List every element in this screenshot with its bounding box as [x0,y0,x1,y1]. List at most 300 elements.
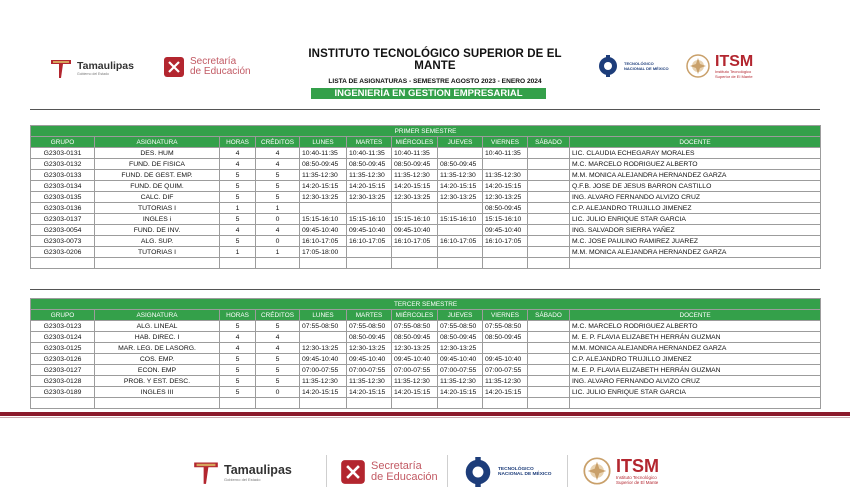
itsm-emblem-icon [583,456,611,486]
cell-group: G2303-0127 [31,365,95,376]
cell-monday: 10:40-11:35 [300,148,347,159]
cell-friday: 11:35-12:30 [483,170,528,181]
cell-hours: 5 [220,387,256,398]
cell-tuesday: 10:40-11:35 [347,148,392,159]
cell-teacher: M. E. P. FLAVIA ELIZABETH HERRÁN GUZMAN [570,365,821,376]
table-row [31,181,821,192]
cell-wednesday: 14:20-15:15 [392,387,438,398]
footer-separator [447,455,448,487]
cell-wednesday: 07:00-07:55 [392,365,438,376]
footer-separator [567,455,568,487]
cell-wednesday: 09:45-10:40 [392,225,438,236]
cell-teacher: ING. SALVADOR SIERRA YAÑEZ [570,225,821,236]
cell-monday [300,332,347,343]
footer-sep-line2: de Educación [371,471,438,483]
cell-wednesday: 08:50-09:45 [392,332,438,343]
table-row [31,236,821,247]
cell-saturday [528,192,570,203]
cell-friday: 14:20-15:15 [483,181,528,192]
cell-group [31,258,95,269]
cell-tuesday: 08:50-09:45 [347,332,392,343]
cell-saturday [528,181,570,192]
cell-thursday: 08:50-09:45 [438,332,483,343]
cell-group: G2303-0126 [31,354,95,365]
tamaulipas-sub: Gobierno del Estado [77,72,109,76]
cell-thursday [438,247,483,258]
schedule-table-third-semester [30,298,821,409]
cell-group: G2303-0073 [31,236,95,247]
table-row [31,192,821,203]
tecnm-line1: TECNOLÓGICO [624,61,654,66]
cell-teacher: M.M. MONICA ALEJANDRA HERNANDEZ GARZA [570,343,821,354]
cell-tuesday [347,247,392,258]
cell-wednesday: 15:15-16:10 [392,214,438,225]
table-row [31,148,821,159]
cell-credits: 4 [256,225,300,236]
cell-wednesday [392,203,438,214]
cell-monday: 14:20-15:15 [300,387,347,398]
cell-monday: 08:50-09:45 [300,159,347,170]
cell-subject: ALG. LINEAL [95,321,220,332]
cell-subject: TUTORIAS I [95,247,220,258]
cell-group: G2303-0124 [31,332,95,343]
cell-friday: 08:50-09:45 [483,203,528,214]
cell-monday [300,203,347,214]
sep-icon [340,459,366,485]
cell-credits: 1 [256,203,300,214]
cell-saturday [528,203,570,214]
column-header-tuesday: MARTES [347,310,392,321]
table-row [31,387,821,398]
cell-hours: 5 [220,321,256,332]
cell-friday: 08:50-09:45 [483,332,528,343]
column-header-wednesday: MIÉRCOLES [392,137,438,148]
cell-thursday: 11:35-12:30 [438,170,483,181]
tamaulipas-label: Tamaulipas [77,60,134,72]
column-header-row [31,310,821,321]
cell-hours: 5 [220,365,256,376]
cell-group: G2303-0133 [31,170,95,181]
cell-friday: 16:10-17:05 [483,236,528,247]
tecnm-logo [597,54,669,78]
footer-tecnm-logo [463,455,551,489]
column-header-hours: HORAS [220,310,256,321]
cell-teacher: M.M. MONICA ALEJANDRA HERNANDEZ GARZA [570,247,821,258]
cell-friday [483,343,528,354]
cell-teacher: M.C. MARCELO RODRIGUEZ ALBERTO [570,159,821,170]
cell-wednesday: 11:35-12:30 [392,376,438,387]
footer-itsm-logo [583,456,659,486]
cell-thursday: 07:00-07:55 [438,365,483,376]
cell-subject: INGLES i [95,214,220,225]
cell-friday [483,258,528,269]
cell-group: G2303-0128 [31,376,95,387]
cell-credits: 0 [256,387,300,398]
cell-saturday [528,225,570,236]
cell-wednesday: 08:50-09:45 [392,159,438,170]
table-row [31,170,821,181]
cell-monday: 09:45-10:40 [300,354,347,365]
cell-hours: 1 [220,247,256,258]
cell-monday: 07:00-07:55 [300,365,347,376]
cell-wednesday [392,247,438,258]
cell-friday [483,247,528,258]
cell-teacher: M. E. P. FLAVIA ELIZABETH HERRÁN GUZMAN [570,332,821,343]
cell-subject: DES. HUM [95,148,220,159]
cell-friday [483,159,528,170]
cell-credits: 5 [256,321,300,332]
cell-tuesday: 07:00-07:55 [347,365,392,376]
cell-tuesday: 08:50-09:45 [347,159,392,170]
semester-title: PRIMER SEMESTRE [31,126,821,137]
table-row [31,354,821,365]
cell-saturday [528,354,570,365]
column-header-saturday: SÁBADO [528,310,570,321]
cell-teacher: M.C. MARCELO RODRIGUEZ ALBERTO [570,321,821,332]
cell-tuesday: 07:55-08:50 [347,321,392,332]
table-row [31,321,821,332]
column-header-row [31,137,821,148]
cell-subject: CALC. DIF [95,192,220,203]
cell-hours: 5 [220,214,256,225]
cell-saturday [528,365,570,376]
cell-monday: 16:10-17:05 [300,236,347,247]
cell-thursday: 12:30-13:25 [438,343,483,354]
itsm-emblem-icon [686,53,710,79]
footer-tecnm-line1: TECNOLÓGICO [498,467,534,472]
cell-thursday [438,258,483,269]
column-header-group: GRUPO [31,310,95,321]
table-row [31,398,821,409]
cell-wednesday: 07:55-08:50 [392,321,438,332]
footer-bar-thin [0,417,850,418]
sep-logo [163,56,251,78]
table-row [31,247,821,258]
cell-wednesday: 10:40-11:35 [392,148,438,159]
cell-saturday [528,258,570,269]
cell-monday: 12:30-13:25 [300,192,347,203]
cell-credits: 5 [256,376,300,387]
semester-title: TERCER SEMESTRE [31,299,821,310]
footer-itsm-sub2: Superior de El Mante [616,479,659,485]
cell-hours: 4 [220,148,256,159]
tamaulipas-logo [50,57,134,79]
cell-hours: 5 [220,354,256,365]
cell-subject: HAB. DIREC. I [95,332,220,343]
cell-monday [300,398,347,409]
cell-saturday [528,343,570,354]
cell-hours: 4 [220,332,256,343]
cell-saturday [528,236,570,247]
cell-credits: 4 [256,159,300,170]
tecnm-line2: NACIONAL DE MÉXICO [624,66,669,71]
column-header-subject: ASIGNATURA [95,310,220,321]
cell-saturday [528,387,570,398]
table-row [31,225,821,236]
title-block [300,48,570,85]
cell-group: G2303-0137 [31,214,95,225]
cell-hours: 4 [220,343,256,354]
cell-tuesday: 12:30-13:25 [347,343,392,354]
column-header-subject: ASIGNATURA [95,137,220,148]
cell-group: G2303-0135 [31,192,95,203]
cell-monday: 07:55-08:50 [300,321,347,332]
column-header-group: GRUPO [31,137,95,148]
cell-subject: FUND. DE QUIM. [95,181,220,192]
footer-sep-line1: Secretaría [371,460,422,472]
column-header-credits: CRÉDITOS [256,137,300,148]
footer-sep-logo [340,459,438,485]
cell-tuesday: 09:45-10:40 [347,225,392,236]
sep-line1: Secretaría [190,56,237,67]
footer-separator [326,455,327,487]
page-title: INSTITUTO TECNOLÓGICO SUPERIOR DE EL MANTE [308,48,562,72]
cell-subject: TUTORIAS I [95,203,220,214]
cell-monday: 09:45-10:40 [300,225,347,236]
cell-tuesday [347,258,392,269]
cell-saturday [528,170,570,181]
cell-subject: INGLES III [95,387,220,398]
footer-tamaulipas-logo [193,459,292,485]
column-header-credits: CRÉDITOS [256,310,300,321]
cell-credits: 4 [256,343,300,354]
cell-subject: FUND. DE FISICA [95,159,220,170]
cell-tuesday: 11:35-12:30 [347,170,392,181]
cell-credits: 5 [256,170,300,181]
cell-wednesday: 09:45-10:40 [392,354,438,365]
cell-group: G2303-0131 [31,148,95,159]
cell-teacher [570,398,821,409]
cell-subject: MAR. LEG. DE LASORG. [95,343,220,354]
table-row [31,376,821,387]
cell-group [31,398,95,409]
cell-teacher: LIC. CLAUDIA ECHEGARAY MORALES [570,148,821,159]
column-header-monday: LUNES [300,310,347,321]
divider-top [30,109,820,110]
cell-tuesday: 16:10-17:05 [347,236,392,247]
cell-monday [300,258,347,269]
cell-credits: 5 [256,181,300,192]
tecnm-gear-icon [597,54,619,78]
cell-tuesday: 15:15-16:10 [347,214,392,225]
cell-wednesday: 12:30-13:25 [392,343,438,354]
column-header-monday: LUNES [300,137,347,148]
cell-hours: 4 [220,159,256,170]
cell-teacher [570,258,821,269]
cell-monday: 12:30-13:25 [300,343,347,354]
itsm-logo [686,53,753,79]
cell-friday: 07:55-08:50 [483,321,528,332]
cell-credits: 4 [256,148,300,159]
cell-thursday: 12:30-13:25 [438,192,483,203]
table-row [31,343,821,354]
cell-saturday [528,376,570,387]
cell-credits: 5 [256,192,300,203]
cell-subject [95,398,220,409]
cell-teacher: ING. ALVARO FERNANDO ALVIZO CRUZ [570,192,821,203]
cell-subject: ECON. EMP [95,365,220,376]
cell-teacher: C.P. ALEJANDRO TRUJILLO JIMENEZ [570,354,821,365]
cell-subject: FUND. DE GEST. EMP. [95,170,220,181]
footer-tamaulipas-label: Tamaulipas [224,462,292,477]
footer-bar [0,412,850,416]
cell-credits: 0 [256,214,300,225]
cell-saturday [528,247,570,258]
cell-monday: 11:35-12:30 [300,170,347,181]
cell-thursday: 15:15-16:10 [438,214,483,225]
column-header-thursday: JUEVES [438,137,483,148]
cell-thursday [438,225,483,236]
cell-teacher: ING. ALVARO FERNANDO ALVIZO CRUZ [570,376,821,387]
cell-friday: 15:15-16:10 [483,214,528,225]
cell-tuesday: 14:20-15:15 [347,387,392,398]
schedule-table-first-semester [30,125,821,269]
cell-tuesday: 09:45-10:40 [347,354,392,365]
cell-friday: 09:45-10:40 [483,354,528,365]
cell-monday: 17:05-18:00 [300,247,347,258]
sep-icon [163,56,185,78]
cell-saturday [528,332,570,343]
cell-hours: 5 [220,236,256,247]
cell-thursday: 14:20-15:15 [438,181,483,192]
cell-tuesday: 14:20-15:15 [347,181,392,192]
cell-teacher: M.M. MONICA ALEJANDRA HERNANDEZ GARZA [570,170,821,181]
program-banner: INGENIERÍA EN GESTION EMPRESARIAL [311,88,546,99]
itsm-label: ITSM [715,52,754,70]
cell-wednesday: 16:10-17:05 [392,236,438,247]
cell-monday: 14:20-15:15 [300,181,347,192]
cell-group: G2303-0123 [31,321,95,332]
cell-tuesday: 11:35-12:30 [347,376,392,387]
column-header-friday: VIERNES [483,137,528,148]
cell-hours [220,258,256,269]
cell-friday: 07:00-07:55 [483,365,528,376]
cell-thursday [438,398,483,409]
cell-credits: 5 [256,365,300,376]
cell-wednesday [392,398,438,409]
cell-group: G2303-0134 [31,181,95,192]
cell-thursday: 08:50-09:45 [438,159,483,170]
cell-hours: 5 [220,376,256,387]
cell-thursday [438,148,483,159]
cell-thursday [438,203,483,214]
column-header-teacher: DOCENTE [570,310,821,321]
cell-friday [483,398,528,409]
cell-tuesday [347,398,392,409]
sep-line2: de Educación [190,66,251,77]
footer-tecnm-line2: NACIONAL DE MÉXICO [498,472,552,477]
cell-wednesday: 12:30-13:25 [392,192,438,203]
column-header-hours: HORAS [220,137,256,148]
cell-hours: 5 [220,192,256,203]
cell-teacher: LIC. JULIO ENRIQUE STAR GARCIA [570,387,821,398]
column-header-teacher: DOCENTE [570,137,821,148]
cell-hours: 5 [220,170,256,181]
cell-saturday [528,159,570,170]
divider-mid [30,289,820,290]
page-subtitle: LISTA DE ASIGNATURAS - SEMESTRE AGOSTO 2023 - ENERO 2024 [328,78,542,85]
column-header-wednesday: MIÉRCOLES [392,310,438,321]
column-header-tuesday: MARTES [347,137,392,148]
table-row [31,258,821,269]
table-row [31,159,821,170]
cell-group: G2303-0132 [31,159,95,170]
cell-friday: 11:35-12:30 [483,376,528,387]
cell-thursday: 11:35-12:30 [438,376,483,387]
cell-saturday [528,321,570,332]
tamaulipas-icon [50,57,72,79]
table-row [31,214,821,225]
cell-saturday [528,148,570,159]
tamaulipas-icon [193,459,219,485]
cell-group: G2303-0206 [31,247,95,258]
cell-subject: COS. EMP. [95,354,220,365]
column-header-saturday: SÁBADO [528,137,570,148]
column-header-friday: VIERNES [483,310,528,321]
cell-friday: 09:45-10:40 [483,225,528,236]
cell-friday: 10:40-11:35 [483,148,528,159]
cell-subject: FUND. DE INV. [95,225,220,236]
cell-saturday [528,398,570,409]
cell-subject: PROB. Y EST. DESC. [95,376,220,387]
cell-wednesday [392,258,438,269]
cell-teacher: M.C. JOSE PAULINO RAMIREZ JUAREZ [570,236,821,247]
cell-hours: 1 [220,203,256,214]
table-row [31,332,821,343]
footer-itsm-sub1: Instituto Tecnológico [616,474,657,480]
cell-subject: ALG. SUP. [95,236,220,247]
cell-group: G2303-0054 [31,225,95,236]
cell-monday: 11:35-12:30 [300,376,347,387]
cell-hours: 5 [220,181,256,192]
cell-monday: 15:15-16:10 [300,214,347,225]
footer-itsm-label: ITSM [616,455,659,476]
cell-subject [95,258,220,269]
table-row [31,203,821,214]
cell-thursday: 07:55-08:50 [438,321,483,332]
cell-thursday: 14:20-15:15 [438,387,483,398]
tecnm-gear-icon [463,455,493,489]
cell-group: G2303-0136 [31,203,95,214]
cell-wednesday: 14:20-15:15 [392,181,438,192]
cell-credits: 0 [256,236,300,247]
cell-hours [220,398,256,409]
cell-credits: 1 [256,247,300,258]
cell-thursday: 16:10-17:05 [438,236,483,247]
itsm-sub1: Instituto Tecnológico [715,68,752,74]
cell-teacher: Q.F.B. JOSE DE JESUS BARRON CASTILLO [570,181,821,192]
cell-saturday [528,214,570,225]
cell-group: G2303-0189 [31,387,95,398]
column-header-thursday: JUEVES [438,310,483,321]
cell-friday: 14:20-15:15 [483,387,528,398]
footer-tamaulipas-sub: Gobierno del Estado [224,476,261,482]
cell-teacher: C.P. ALEJANDRO TRUJILLO JIMENEZ [570,203,821,214]
table-row [31,365,821,376]
cell-thursday: 09:45-10:40 [438,354,483,365]
cell-credits [256,258,300,269]
cell-teacher: LIC. JULIO ENRIQUE STAR GARCIA [570,214,821,225]
cell-tuesday [347,203,392,214]
cell-group: G2303-0125 [31,343,95,354]
itsm-sub2: Superior de El Mante [715,73,753,79]
cell-credits: 5 [256,354,300,365]
cell-wednesday: 11:35-12:30 [392,170,438,181]
cell-credits [256,398,300,409]
cell-hours: 4 [220,225,256,236]
cell-friday: 12:30-13:25 [483,192,528,203]
cell-tuesday: 12:30-13:25 [347,192,392,203]
